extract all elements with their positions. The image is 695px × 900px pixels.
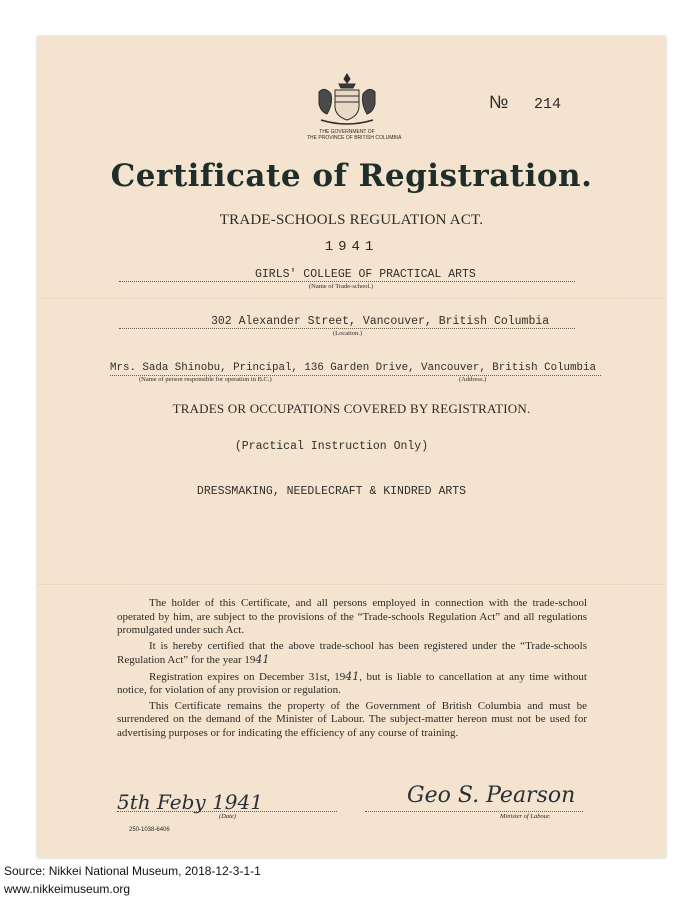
- signature-line: [365, 811, 583, 812]
- museum-website: www.nikkeimuseum.org: [4, 882, 131, 896]
- instruction-note: (Practical Instruction Only): [234, 440, 429, 453]
- source-credit: Source: Nikkei National Museum, 2018-12-3-1-1: [4, 864, 261, 878]
- trades-heading: TRADES OR OCCUPATIONS COVERED BY REGISTRATION.: [172, 401, 531, 416]
- expiry-year-handwritten: 41: [345, 669, 360, 683]
- terms-paragraph-4: This Certificate remains the property of the Government of British Columbia and must be surrendered on the demand of the Minister of Labour. The subject-matter hereon must not be used for advertising purposes or for indicating the efficiency of any course of training.: [117, 699, 587, 739]
- date-caption: (Date): [219, 813, 236, 820]
- location-line: [119, 328, 575, 329]
- terms-paragraph-3: [117, 670, 587, 698]
- terms-paragraph-2-text: It is hereby certified that the above trade-school has been registered under the “Trade-schools Regulation Act” for the year 19: [117, 639, 587, 666]
- registration-year: 1941: [324, 239, 379, 255]
- date-line: [117, 811, 337, 812]
- fold-line-lower: [37, 584, 666, 586]
- crest-caption-line2: THE PROVINCE OF BRITISH COLUMBIA: [307, 135, 402, 141]
- location-caption: (Location.): [333, 330, 363, 337]
- registered-year-handwritten: 41: [255, 653, 270, 666]
- certificate-paper: [37, 36, 666, 858]
- terms-paragraph-2: [117, 640, 587, 668]
- crest-caption-line1: THE GOVERNMENT OF: [319, 129, 375, 135]
- fold-line-upper: [37, 298, 666, 300]
- terms-text: [117, 597, 587, 742]
- school-location: 302 Alexander Street, Vancouver, British Columbia: [211, 315, 550, 328]
- school-name: GIRLS' COLLEGE OF PRACTICAL ARTS: [255, 268, 476, 281]
- terms-paragraph-3-start: Registration expires on December 31st, 19: [149, 670, 346, 683]
- school-name-line: [119, 281, 575, 282]
- certificate-title: Certificate of Registration.: [110, 158, 593, 194]
- responsible-person: Mrs. Sada Shinobu, Principal, 136 Garden Drive, Vancouver, British Columbia: [110, 362, 596, 374]
- number-label: №: [489, 92, 509, 112]
- crest-caption: [307, 129, 402, 141]
- trades-covered: DRESSMAKING, NEEDLECRAFT & KINDRED ARTS: [196, 485, 467, 498]
- school-name-caption: (Name of Trade-school.): [309, 283, 374, 290]
- terms-paragraph-3-end: , but is liable to cancellation at any time without notice, for violation of any provision or regulation.: [117, 670, 587, 696]
- date-handwritten: 5th Feby 1941: [117, 790, 263, 814]
- address-caption: (Address.): [459, 376, 487, 383]
- responsible-caption: (Name of person responsible for operation in B.C.): [139, 376, 272, 383]
- certificate-number: 214: [534, 96, 562, 113]
- minister-caption: Minister of Labour.: [500, 813, 551, 820]
- coat-of-arms-icon: [311, 72, 383, 130]
- terms-paragraph-1: The holder of this Certificate, and all persons employed in connection with the trade-school operated by him, are subject to the provisions of the “Trade-schools Regulation Act” and all regulations promulgated under such Act.: [117, 597, 587, 636]
- form-number: 250-1038-6406: [129, 827, 170, 833]
- act-name: TRADE-SCHOOLS REGULATION ACT.: [219, 212, 484, 228]
- minister-signature: Geo S. Pearson: [407, 783, 576, 808]
